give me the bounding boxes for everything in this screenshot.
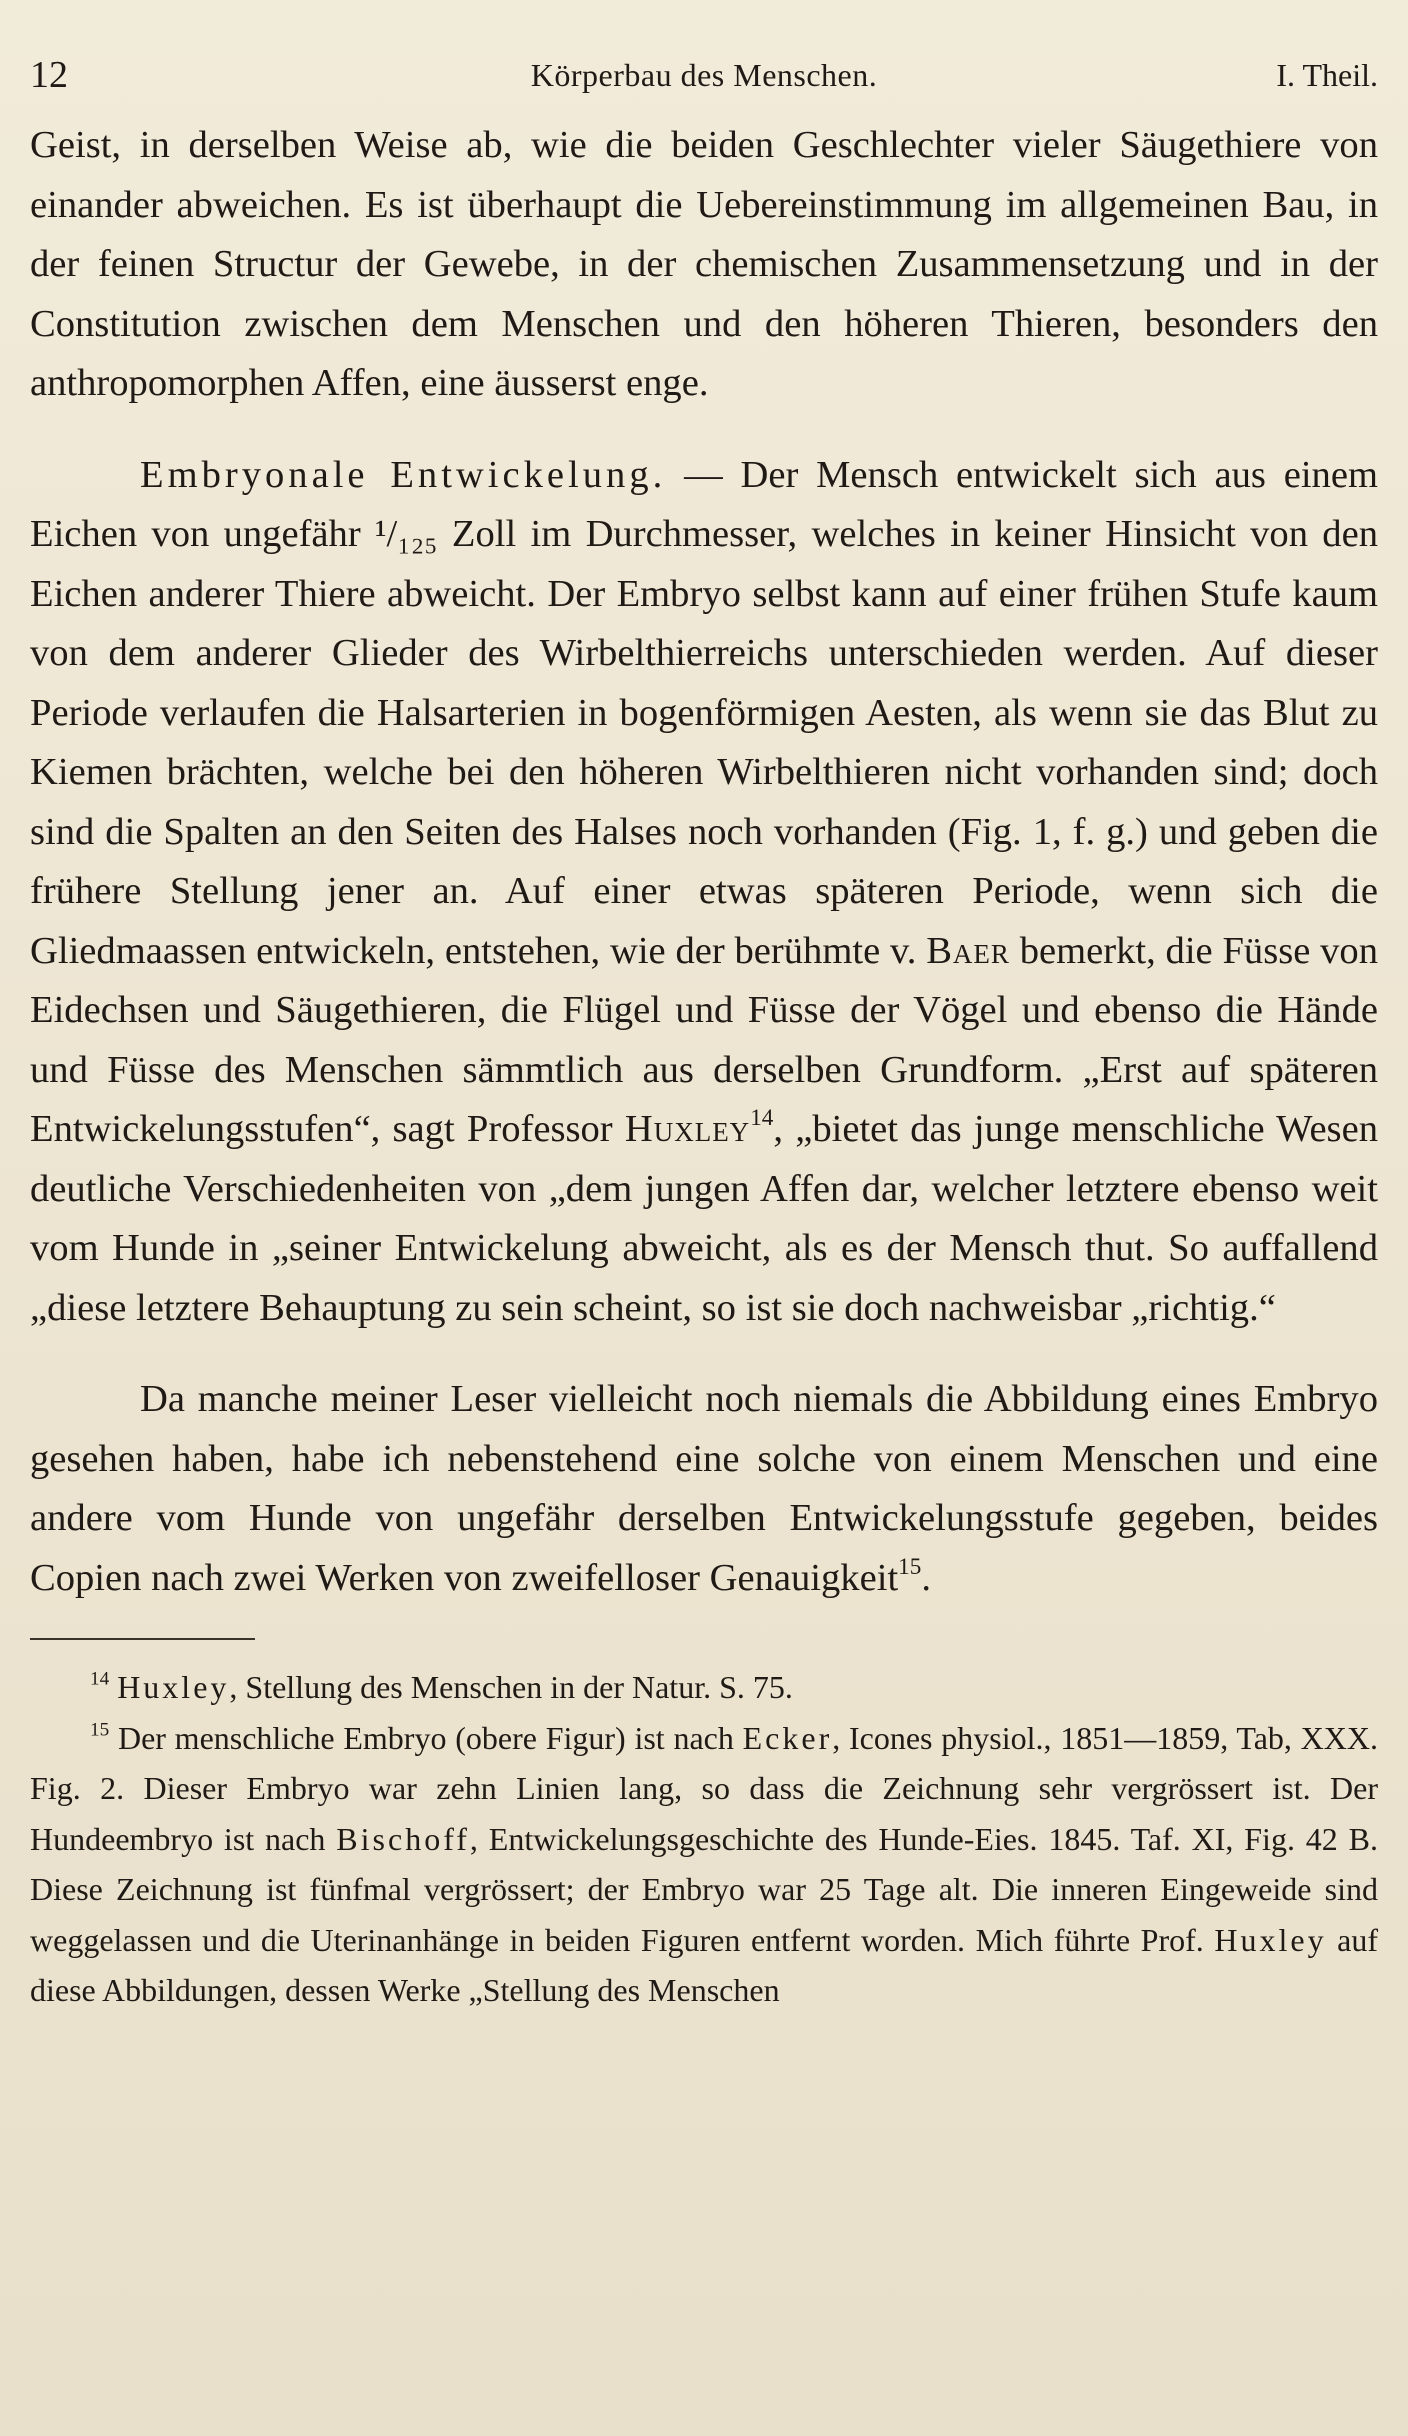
page-header — [30, 40, 1378, 110]
footnote-14-text: , Stellung des Menschen in der Natur. S. 75. — [229, 1669, 793, 1705]
main-text — [30, 116, 1378, 1608]
footnote-15-huxley: Huxley — [1214, 1921, 1327, 1958]
footnote-15 — [30, 1713, 1378, 2016]
paragraph-2-text-b: bemerkt, die Füsse von Eidechsen und Säugethieren, die Flügel und Füsse der Vögel und ebenso die Hände und Füsse des Menschen sämmtlich aus derselben Grundform. „Erst auf späteren Entwickelungsstufen“, sagt Professor — [30, 929, 1378, 1150]
paragraph-1 — [30, 116, 1378, 414]
paragraph-2 — [30, 446, 1378, 1339]
footnote-14-author: Huxley — [117, 1669, 230, 1705]
footnote-15-bischoff: Bischoff — [336, 1820, 470, 1857]
footnote-15-text-c: , Entwickelungsgeschichte des Hunde-Eies. 1845. Taf. XI, Fig. 42 B. Diese Zeichnung ist fünfmal vergrössert; der Embryo war 25 Tage alt. Die inneren Eingeweide sind weggelassen und die Uterinanhänge in beiden Figuren entfernt worden. Mich führte Prof. — [30, 1820, 1379, 1958]
name-huxley: Huxley — [624, 1108, 751, 1150]
footnote-14 — [30, 1662, 1378, 1713]
name-baer: Baer — [926, 929, 1010, 972]
footnote-15-text-a: Der menschliche Embryo (obere Figur) ist nach — [117, 1719, 743, 1756]
paragraph-3-text: Da manche meiner Leser vielleicht noch niemals die Abbildung eines Embryo gesehen haben, habe ich nebenstehend eine solche von einem Menschen und eine andere vom Hunde von ungefähr derselben Entwickelungsstufe gegeben, beides Copien nach zwei Werken von zweifelloser Genauigkeit — [30, 1378, 1378, 1599]
section-heading-embryonale: Embryonale Entwickelung. — [140, 453, 667, 496]
footnote-15-number: 15 — [90, 1719, 110, 1741]
running-title: Körperbau des Menschen. — [530, 57, 878, 93]
paragraph-1-text: Geist, in derselben Weise ab, wie die beiden Geschlechter vieler Säugethiere von einander abweichen. Es ist überhaupt die Uebereinstimmung im allgemeinen Bau, in der feinen Structur der Gewebe, in der chemischen Zusammensetzung und in der Constitution zwischen dem Menschen und den höheren Thieren, besonders den anthropomorphen Affen, eine äusserst enge. — [30, 124, 1378, 404]
footnote-ref-15: 15 — [898, 1553, 922, 1580]
page-number: 12 — [30, 54, 68, 96]
footnote-ref-14: 14 — [750, 1104, 774, 1131]
footnote-14-number: 14 — [90, 1668, 110, 1690]
footnotes — [30, 1662, 1378, 2016]
part-label: I. Theil. — [1276, 57, 1378, 93]
footnote-15-ecker: Ecker — [742, 1719, 833, 1756]
paragraph-2-text-a: — Der Mensch entwickelt sich aus einem Eichen von ungefähr ¹/₁₂₅ Zoll im Durchmesser, welches in keiner Hinsicht von den Eichen anderer Thiere abweicht. Der Embryo selbst kann auf einer frühen Stufe kaum von dem anderer Glieder des Wirbelthierreichs unterschieden werden. Auf dieser Periode verlaufen die Halsarterien in bogenförmigen Aesten, als wenn sie das Blut zu Kiemen brächten, welche bei den höheren Wirbelthieren nicht vorhanden sind; doch sind die Spalten an den Seiten des Halses noch vorhanden (Fig. 1, f. g.) und geben die frühere Stellung jener an. Auf einer etwas späteren Periode, wenn sich die Gliedmaassen entwickeln, entstehen, wie der berühmte v. — [30, 453, 1378, 972]
footnote-15-text-b: , Icones physiol., 1851—1859, Tab, XXX. Fig. 2. Dieser Embryo war zehn Linien lang, so dass die Zeichnung sehr vergrössert ist. Der Hundeembryo ist nach — [30, 1719, 1379, 1857]
paragraph-3-end: . — [921, 1556, 931, 1599]
paragraph-2-text-c: , „bietet das junge menschliche Wesen deutliche Verschiedenheiten von „dem jungen Affen dar, welcher letztere ebenso weit vom Hunde in „seiner Entwickelung abweicht, als es der Mensch thut. So auffallend „diese letztere Behauptung zu sein scheint, so ist sie doch nachweisbar „richtig.“ — [30, 1108, 1378, 1329]
footnote-15-text-d: auf diese Abbildungen, dessen Werke „Stellung des Menschen — [30, 1921, 1379, 2008]
footnote-divider — [30, 1638, 255, 1640]
paragraph-3 — [30, 1370, 1378, 1608]
